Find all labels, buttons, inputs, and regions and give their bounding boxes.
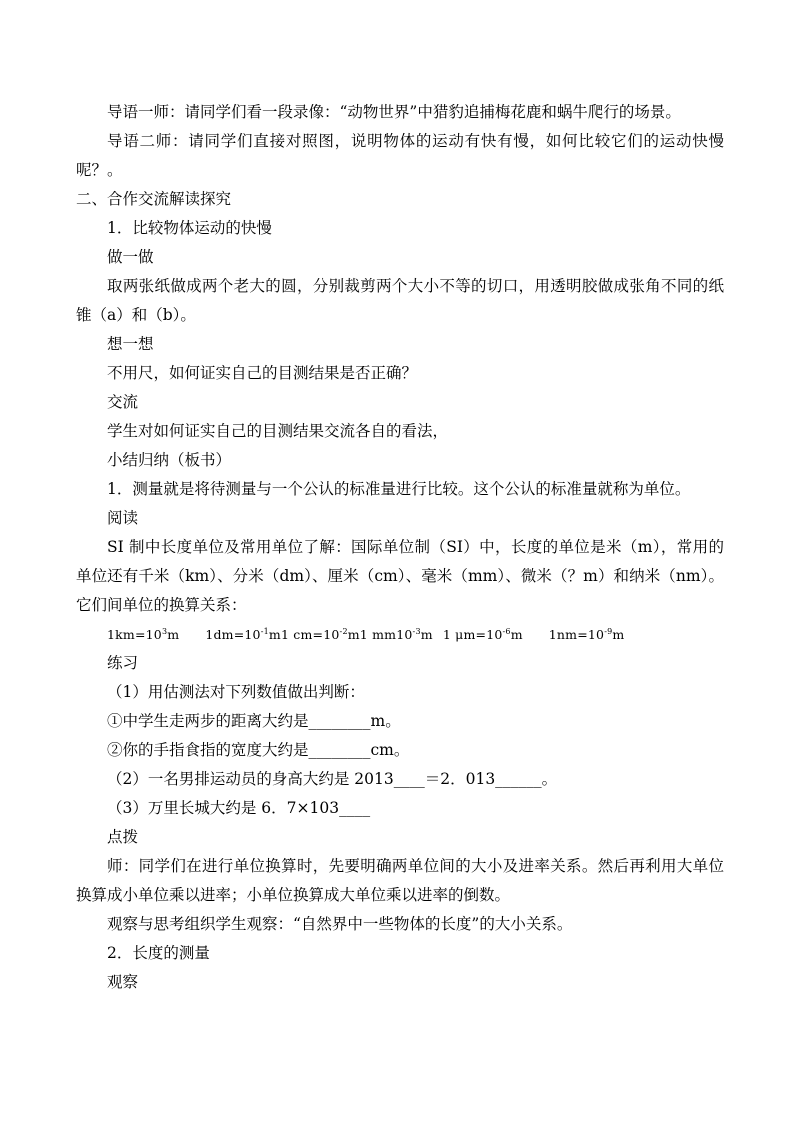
label-practice: 练习 <box>107 654 139 672</box>
practice-item-1a: ①中学生走两步的距离大约是________m。 <box>107 712 401 730</box>
label-reading: 阅读 <box>107 509 139 527</box>
label-do-it: 做一做 <box>107 248 154 266</box>
formula-dm-cm-mm: $1dm=10^{-1}m1$ $cm=10^{-2}m1$ $mm10^{-3}m$ <box>205 627 433 642</box>
practice-item-1b: ②你的手指食指的宽度大约是________cm。 <box>107 741 410 759</box>
summary-definition: 1．测量就是将待测量与一个公认的标准量进行比较。这个公认的标准量就称为单位。 <box>107 480 691 498</box>
practice-item-1: （1）用估测法对下列数值做出判断： <box>107 683 365 701</box>
question-verify: 不用尺，如何证实自己的目测结果是否正确？ <box>107 364 418 382</box>
guidance-text: 师：同学们在进行单位换算时，先要明确两单位间的大小及进率关系。然后再利用大单位换算成小单位乘以进率；小单位换算成大单位乘以进率的倒数。 <box>76 857 724 904</box>
exchange-text: 学生对如何证实自己的目测结果交流各自的看法， <box>107 422 449 440</box>
label-exchange: 交流 <box>107 393 139 411</box>
label-guidance: 点拨 <box>107 828 139 846</box>
intro-teacher-two: 导语二师：请同学们直接对照图，说明物体的运动有快有慢，如何比较它们的运动快慢呢？。 <box>76 132 724 179</box>
document-body <box>76 98 724 997</box>
label-observe: 观察 <box>107 973 139 991</box>
formula-nm: $1nm=10^{-9}m$ <box>548 627 625 642</box>
subsection-heading-compare-speed: 1．比较物体运动的快慢 <box>107 219 272 237</box>
subsection-heading-length-measure: 2．长度的测量 <box>107 944 210 962</box>
practice-item-3: （3）万里长城大约是 6．7×103____ <box>107 799 371 817</box>
unit-conversion-formula <box>76 620 724 649</box>
label-summary: 小结归纳（板书） <box>107 451 232 469</box>
reading-si-units: SI 制中长度单位及常用单位了解：国际单位制（SI）中，长度的单位是米（m），常用的单位还有千米（km）、分米（dm）、厘米（cm）、毫米（mm）、微米（？m）和纳米（nm）。它们间单位的换算关系： <box>76 538 724 614</box>
intro-teacher-one: 导语一师：请同学们看一段录像：“动物世界”中猎豹追捕梅花鹿和蜗牛爬行的场景。 <box>107 103 681 121</box>
observe-think-text: 观察与思考组织学生观察：“自然界中一些物体的长度”的大小关系。 <box>107 915 573 933</box>
section-heading-cooperation: 二、合作交流解读探究 <box>76 190 232 208</box>
label-think: 想一想 <box>107 335 154 353</box>
practice-item-2: （2）一名男排运动员的身高大约是 2013____＝2．013______。 <box>107 770 558 788</box>
formula-um: 1 $\mu m=10^{-6}m$ <box>442 627 523 642</box>
formula-km: $1km=10^3m$ <box>107 627 180 642</box>
activity-paper-cone: 取两张纸做成两个老大的圆，分别裁剪两个大小不等的切口，用透明胶做成张角不同的纸锥（a）和（b）。 <box>76 277 724 324</box>
